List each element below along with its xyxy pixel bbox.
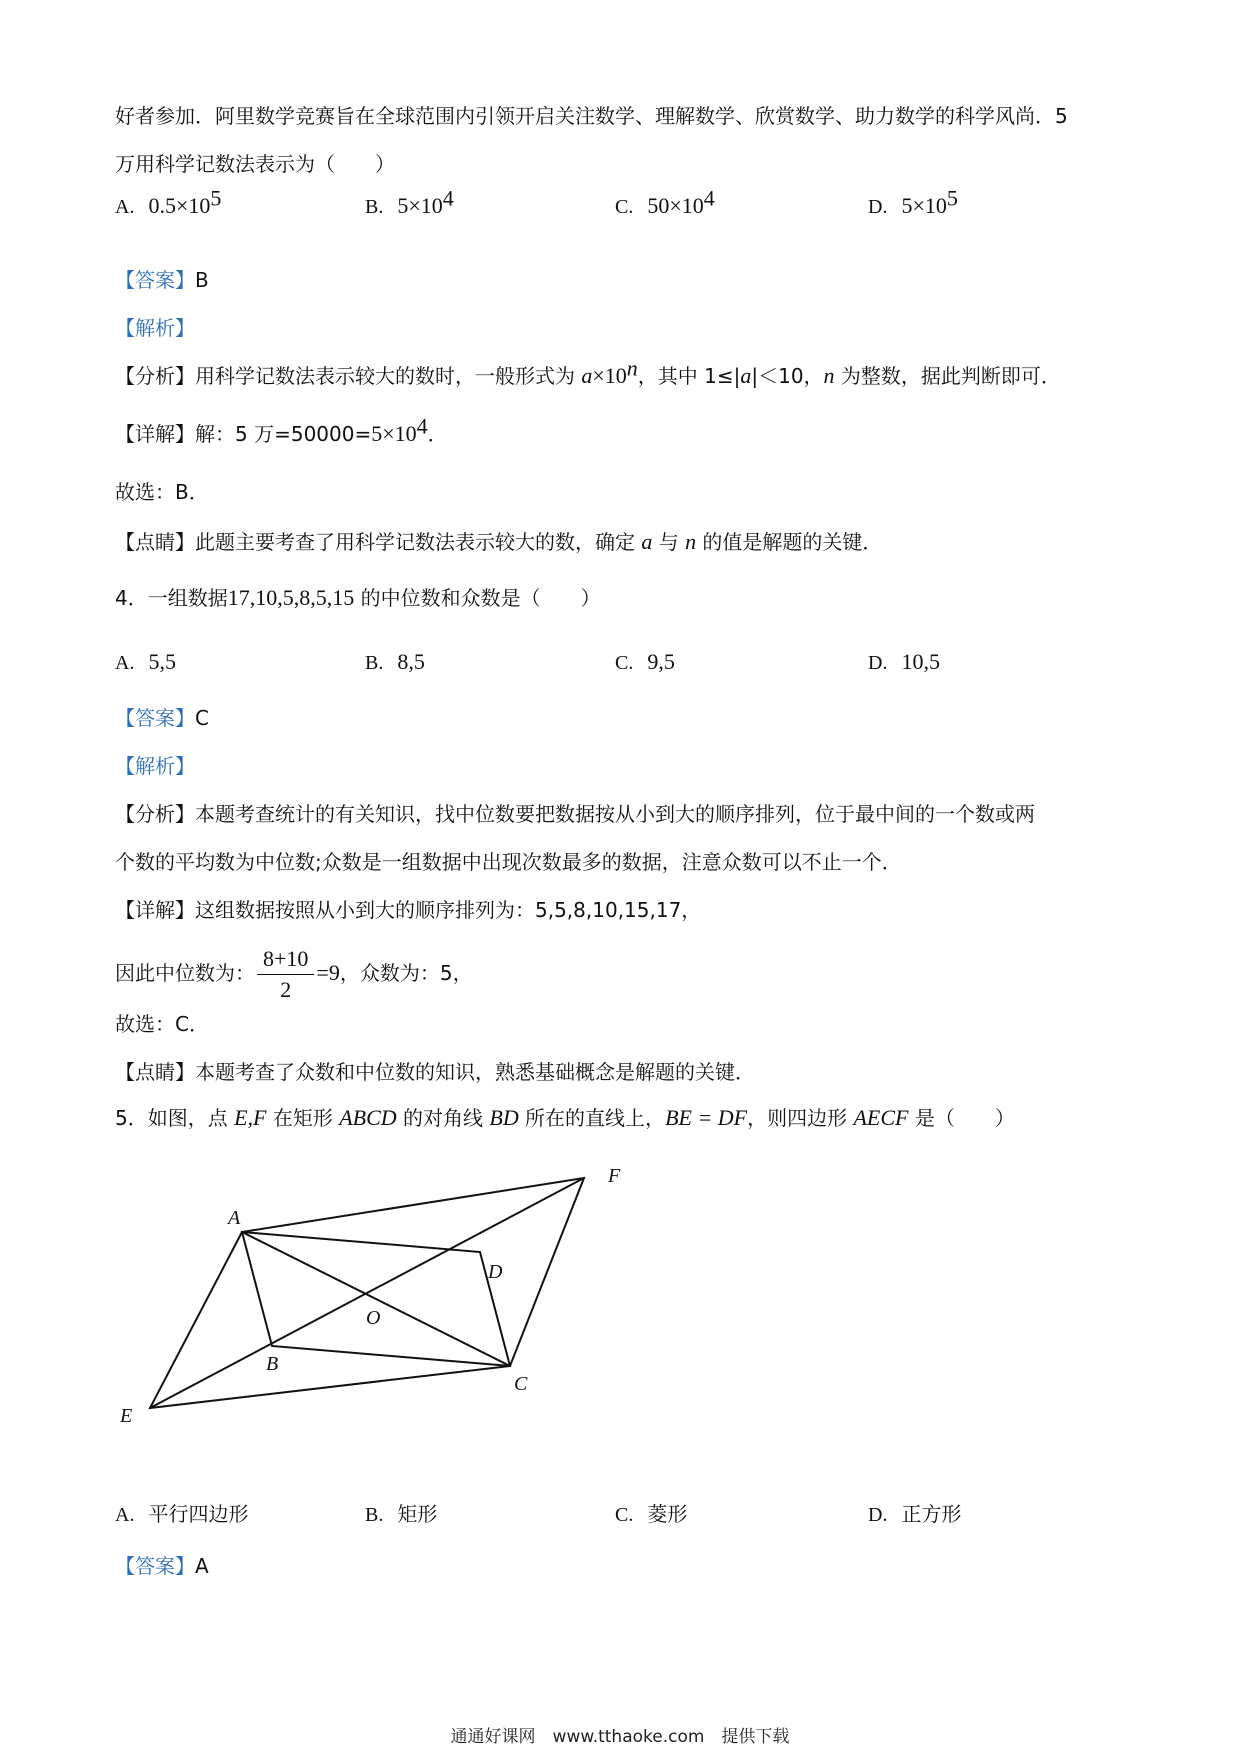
math-run: BD: [489, 1105, 519, 1130]
q5-option-c: [615, 1500, 687, 1529]
label-b: B: [266, 1353, 279, 1375]
option-label: C.: [615, 196, 634, 218]
q3-detail: [115, 413, 448, 448]
detail-tag: 【详解】: [115, 898, 195, 922]
q4-median: [115, 940, 473, 1006]
math-run: BE = DF: [665, 1105, 748, 1130]
q4-option-d: [868, 648, 940, 677]
text-run: 因此中位数为：: [115, 961, 255, 985]
text-run: 用科学记数法表示较大的数时，一般形式为: [195, 364, 582, 388]
option-exponent: 5: [210, 185, 222, 211]
text-run: 本题考查统计的有关知识，找中位数要把数据按从小到大的顺序排列，位于最中间的一个数或两: [195, 802, 1035, 826]
text-run: 解：5 万=50000=: [195, 422, 372, 446]
answer-tag: 【答案】: [115, 268, 195, 292]
math-var: n: [685, 529, 697, 554]
comment-tag: 【点睛】: [115, 530, 195, 554]
math-var: n: [823, 363, 835, 388]
label-f: F: [608, 1165, 621, 1187]
q4-option-b: [365, 648, 425, 677]
label-d: D: [488, 1261, 503, 1283]
option-exponent: 4: [703, 185, 715, 211]
math-exponent: 4: [416, 413, 428, 439]
text-run: 为整数，据此判断即可．: [834, 364, 1061, 388]
option-label: B.: [365, 196, 384, 218]
math-run: ×10: [592, 363, 627, 388]
q3-option-c: [615, 185, 715, 221]
math-run: E,F: [234, 1105, 267, 1130]
option-label: C.: [615, 1504, 634, 1526]
q3-analysis-heading: [115, 314, 195, 342]
text-run: 4．一组数据: [115, 586, 228, 610]
text-run: 这组数据按照从小到大的顺序排列为：5,5,8,10,15,17，: [195, 898, 702, 922]
answer-value: B: [195, 268, 209, 292]
answer-value: C: [195, 706, 209, 730]
label-o: O: [366, 1307, 381, 1329]
option-value: 5×10: [901, 193, 947, 218]
detail-tag: 【详解】: [115, 422, 195, 446]
option-label: B.: [365, 652, 384, 674]
q3-stem-line-1: 好者参加．阿里数学竞赛旨在全球范围内引领开启关注数学、理解数学、欣赏数学、助力数学的科学风尚．5: [115, 104, 1068, 128]
q4-comment: [115, 1058, 755, 1086]
q5-option-a: [115, 1500, 248, 1529]
math-run: 17,10,5,8,5,15: [227, 585, 355, 610]
math-var: a: [581, 363, 593, 388]
q4-fenxi-line-1: [115, 800, 1035, 828]
answer-tag: 【答案】: [115, 1554, 195, 1578]
option-value: 5,5: [148, 649, 176, 674]
fenxi-tag: 【分析】: [115, 364, 195, 388]
text-run: ，众数为：5，: [339, 961, 473, 985]
q4-fenxi-line-2: 个数的平均数为中位数;众数是一组数据中出现次数最多的数据，注意众数可以不止一个．: [115, 850, 902, 874]
text-run: 是（ ）: [908, 1106, 1015, 1130]
page-footer[interactable]: 通通好课网 www.tthaoke.com 提供下载: [450, 1727, 790, 1747]
option-label: C.: [615, 652, 634, 674]
text-run: 本题考查了众数和中位数的知识，熟悉基础概念是解题的关键．: [195, 1060, 755, 1084]
geometry-figure: [110, 1160, 630, 1440]
q3-comment: [115, 528, 882, 556]
q4-option-a: [115, 648, 176, 677]
q3-option-d: [868, 185, 958, 221]
text-run: 在矩形: [266, 1106, 340, 1130]
q3-option-b: [365, 185, 454, 221]
q5-stem: [115, 1104, 1015, 1132]
option-value: 矩形: [397, 1502, 438, 1526]
option-value: 50×10: [647, 193, 704, 218]
math-run: ABCD: [339, 1105, 397, 1130]
q4-analysis-heading: [115, 752, 195, 780]
option-label: B.: [365, 1504, 384, 1526]
text-run: ，其中 1≤|: [637, 364, 741, 388]
q3-stem-line-2: 万用科学记数法表示为（ ）: [115, 152, 395, 176]
text-run: 此题主要考查了用科学记数法表示较大的数，确定: [195, 530, 642, 554]
median-fraction: [257, 944, 314, 1005]
q4-stem: [115, 584, 601, 612]
option-exponent: 5: [946, 185, 958, 211]
text-run: 的中位数和众数是（ ）: [354, 586, 601, 610]
fenxi-tag: 【分析】: [115, 802, 195, 826]
q4-answer: [115, 704, 209, 732]
option-value: 5×10: [397, 193, 443, 218]
answer-value: A: [195, 1554, 209, 1578]
math-run: 5×10: [371, 421, 417, 446]
math-run: =9: [316, 960, 340, 985]
option-value: 正方形: [901, 1502, 962, 1526]
q3-fenxi: [115, 355, 1061, 390]
option-label: D.: [868, 196, 888, 218]
label-e: E: [120, 1405, 133, 1427]
answer-tag: 【答案】: [115, 706, 195, 730]
option-label: D.: [868, 1504, 888, 1526]
label-c: C: [514, 1373, 528, 1395]
q4-choose: 故选：C．: [115, 1012, 209, 1036]
math-run: AECF: [853, 1105, 909, 1130]
math-exponent: n: [626, 355, 638, 381]
option-value: 菱形: [647, 1502, 688, 1526]
text-run: 所在的直线上，: [518, 1106, 666, 1130]
option-value: 平行四边形: [148, 1502, 249, 1526]
text-run: ，则四边形: [747, 1106, 854, 1130]
text-run: 5．如图，点: [115, 1106, 235, 1130]
fraction-denominator: 2: [280, 977, 292, 1002]
option-label: D.: [868, 652, 888, 674]
option-value: 10,5: [901, 649, 940, 674]
math-var: a: [740, 363, 752, 388]
q5-option-b: [365, 1500, 437, 1529]
option-label: A.: [115, 196, 135, 218]
text-run: 的值是解题的关键．: [696, 530, 883, 554]
option-value: 8,5: [397, 649, 425, 674]
option-label: A.: [115, 652, 135, 674]
q5-answer: [115, 1552, 209, 1580]
text-run: ．: [427, 422, 448, 446]
text-run: |＜10，: [751, 364, 824, 388]
analysis-tag: 【解析】: [115, 754, 195, 778]
option-label: A.: [115, 1504, 135, 1526]
option-value: 9,5: [647, 649, 675, 674]
comment-tag: 【点睛】: [115, 1060, 195, 1084]
q4-detail: [115, 896, 701, 924]
text-run: 与: [652, 530, 686, 554]
fraction-numerator: 8+10: [257, 944, 314, 975]
q3-option-a: [115, 185, 222, 221]
label-a: A: [228, 1207, 241, 1229]
option-value: 0.5×10: [148, 193, 211, 218]
analysis-tag: 【解析】: [115, 316, 195, 340]
option-exponent: 4: [442, 185, 454, 211]
q3-choose: 故选：B．: [115, 480, 209, 504]
text-run: 的对角线: [396, 1106, 490, 1130]
math-var: a: [641, 529, 653, 554]
q4-option-c: [615, 648, 675, 677]
q5-option-d: [868, 1500, 961, 1529]
q3-answer: [115, 266, 209, 294]
